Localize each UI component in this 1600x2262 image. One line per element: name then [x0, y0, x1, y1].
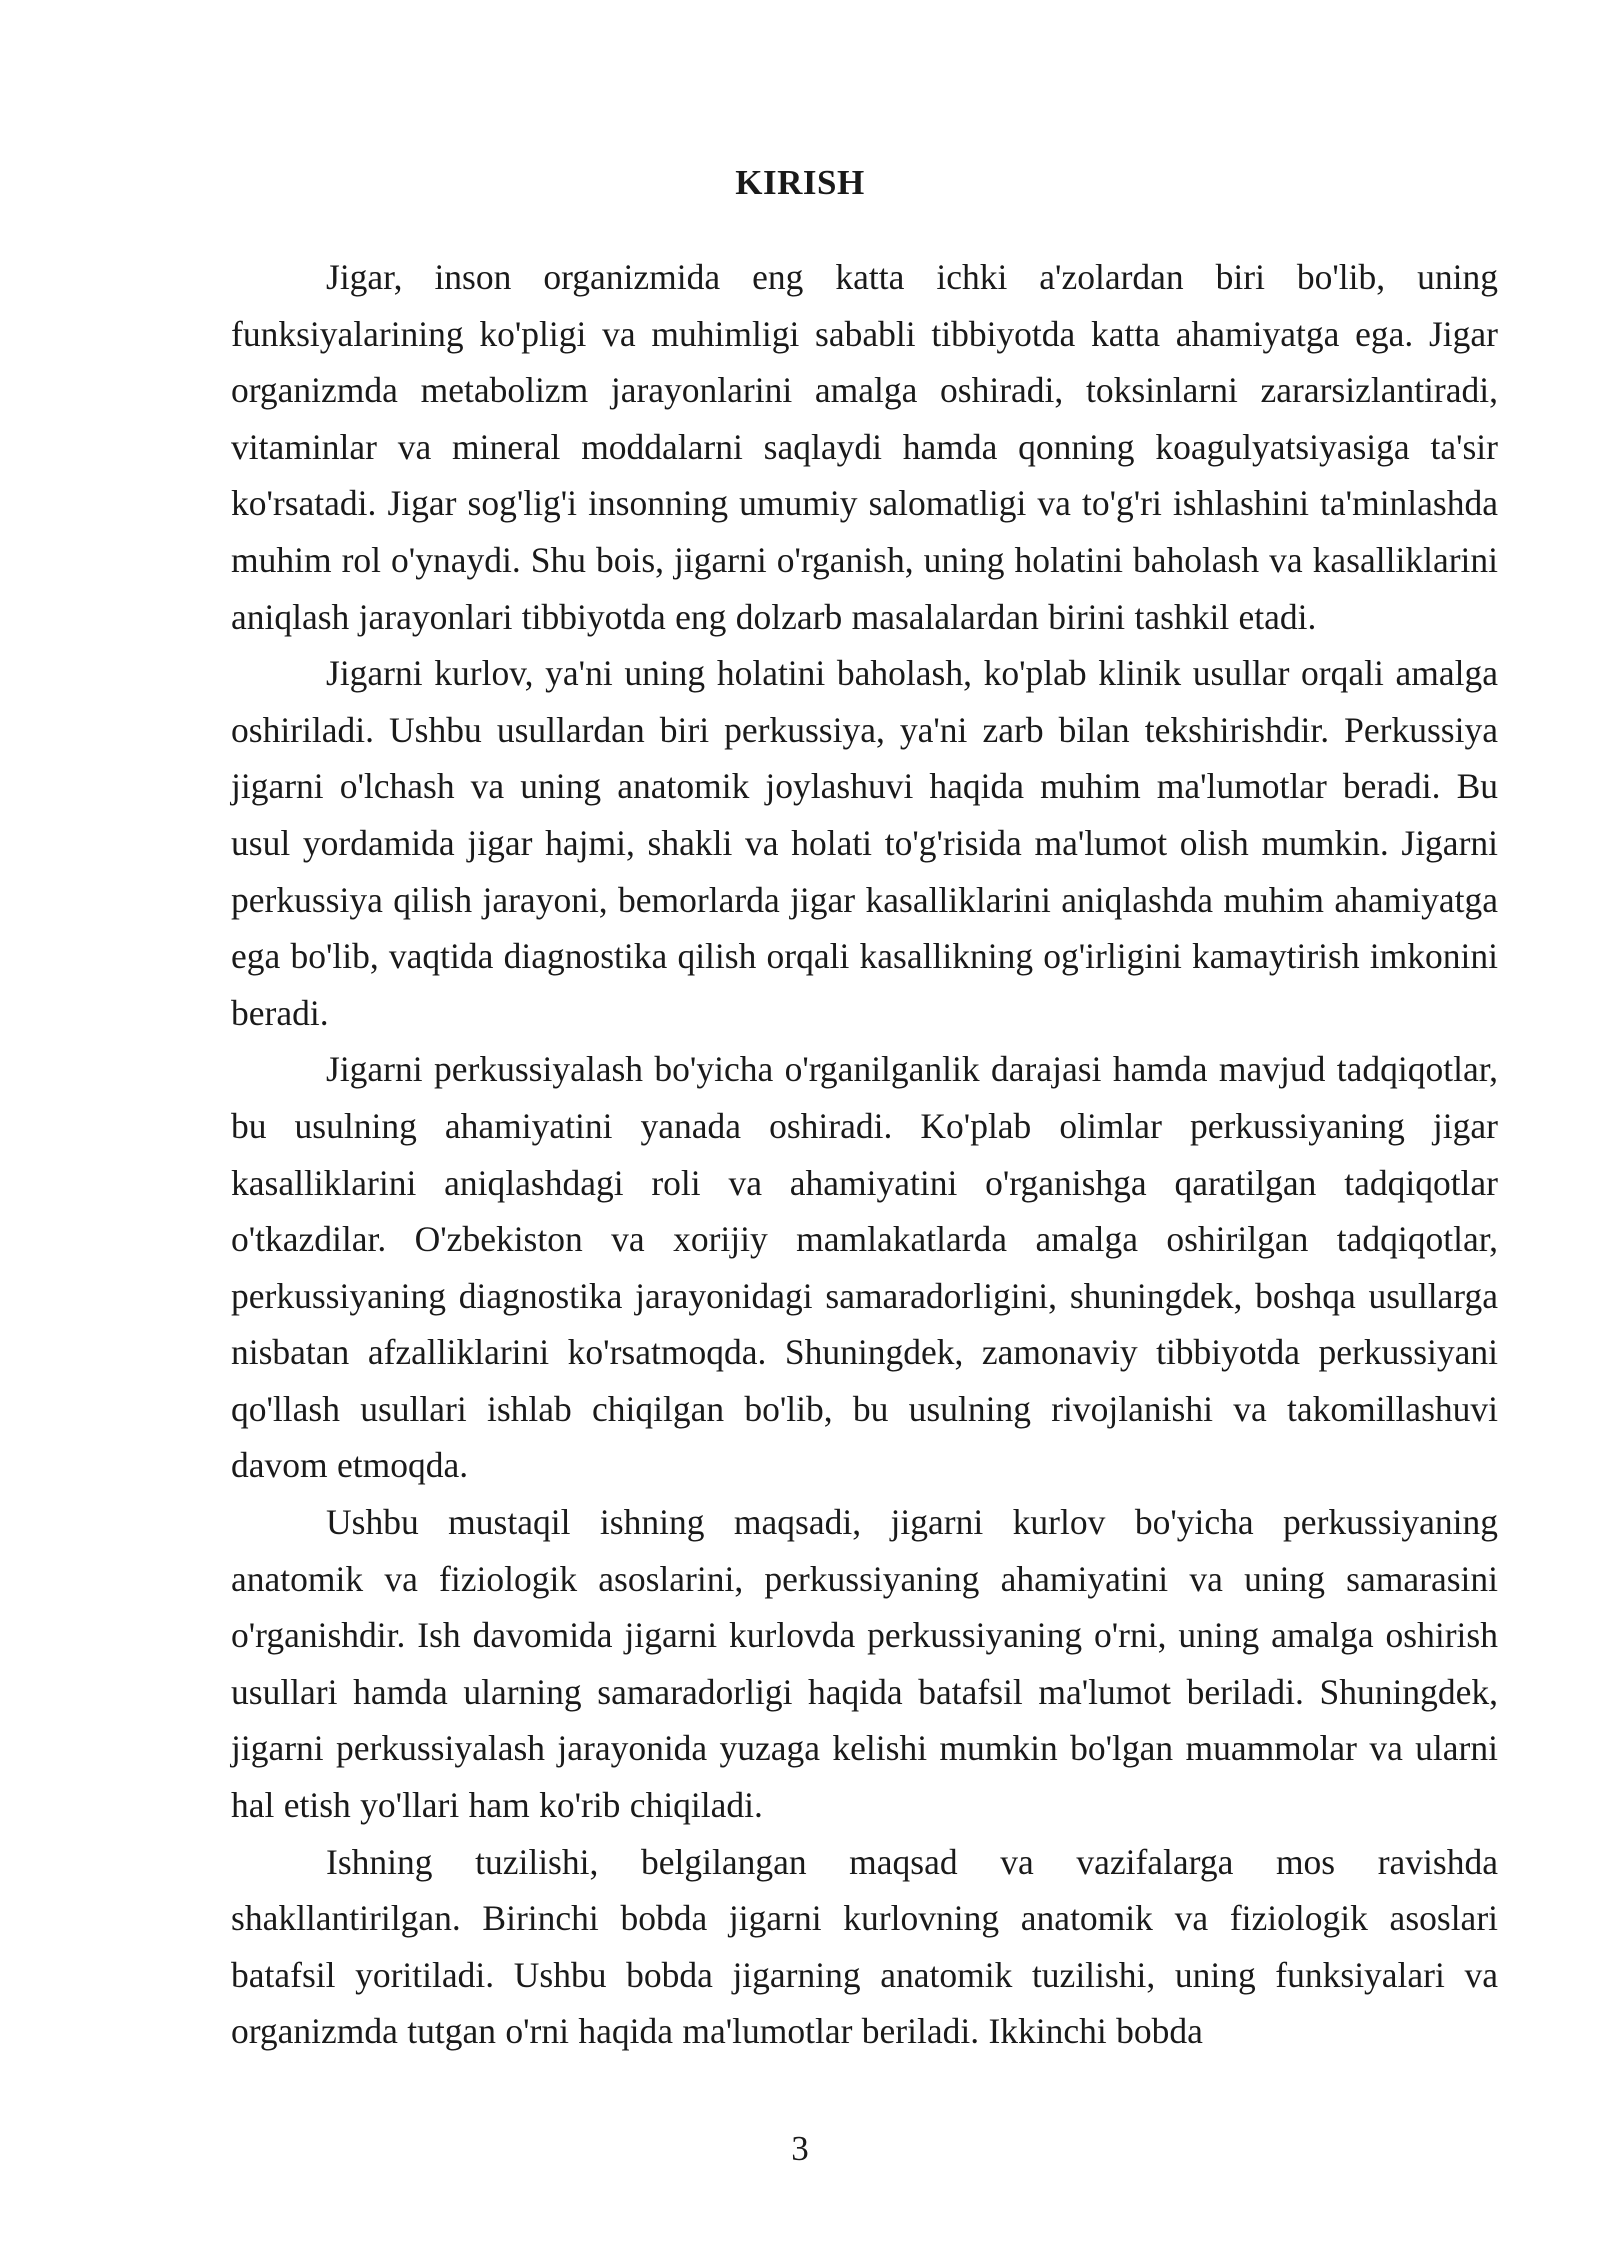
paragraph-3: Jigarni perkussiyalash bo'yicha o'rganilganlik darajasi hamda mavjud tadqiqotlar, bu usulning ahamiyatini yanada oshiradi. Ko'plab olimlar perkussiyaning jigar kasalliklarini aniqlashdagi roli va ahamiyatini o'rganishga qaratilgan tadqiqotlar o'tkazdilar. O'zbekiston va xorijiy mamlakatlarda amalga oshirilgan tadqiqotlar, perkussiyaning diagnostika jarayonidagi samaradorligini, shuningdek, boshqa usullarga nisbatan afzalliklarini ko'rsatmoqda. Shuningdek, zamonaviy tibbiyotda perkussiyani qo'llash usullari ishlab chiqilgan bo'lib, bu usulning rivojlanishi va takomillashuvi davom etmoqda.	[231, 1049, 1498, 1486]
paragraph-5: Ishning tuzilishi, belgilangan maqsad va vazifalarga mos ravishda shakllantirilgan. Birinchi bobda jigarni kurlovning anatomik va fiziologik asoslari batafsil yoritiladi. Ushbu bobda jigarning anatomik tuzilishi, uning funksiyalari va organizmda tutgan o'rni haqida ma'lumotlar beriladi. Ikkinchi bobda	[231, 1841, 1498, 2052]
page-number: 3	[791, 2129, 809, 2168]
paragraph-1: Jigar, inson organizmida eng katta ichki a'zolardan biri bo'lib, uning funksiyalarining ko'pligi va muhimligi sababli tibbiyotda katta ahamiyatga ega. Jigar organizmda metabolizm jarayonlarini amalga oshiradi, toksinlarni zararsizlantiradi, vitaminlar va mineral moddalarni saqlaydi hamda qonning koagulyatsiyasiga ta'sir ko'rsatadi. Jigar sog'lig'i insonning umumiy salomatligi va to'g'ri ishlashini ta'minlashda muhim rol o'ynaydi. Shu bois, jigarni o'rganish, uning holatini baholash va kasalliklarini aniqlash jarayonlari tibbiyotda eng dolzarb masalalardan birini tashkil etadi.	[231, 257, 1498, 637]
body-text	[231, 249, 1498, 2060]
paragraph-4: Ushbu mustaqil ishning maqsadi, jigarni kurlov bo'yicha perkussiyaning anatomik va fiziologik asoslarini, perkussiyaning ahamiyatini va uning samarasini o'rganishdir. Ish davomida jigarni kurlovda perkussiyaning o'rni, uning amalga oshirish usullari hamda ularning samaradorligi haqida batafsil ma'lumot beriladi. Shuningdek, jigarni perkussiyalash jarayonida yuzaga kelishi mumkin bo'lgan muammolar va ularni hal etish yo'llari ham ko'rib chiqiladi.	[231, 1502, 1498, 1826]
paragraph-2: Jigarni kurlov, ya'ni uning holatini baholash, ko'plab klinik usullar orqali amalga oshiriladi. Ushbu usullardan biri perkussiya, ya'ni zarb bilan tekshirishdir. Perkussiya jigarni o'lchash va uning anatomik joylashuvi haqida muhim ma'lumotlar beradi. Bu usul yordamida jigar hajmi, shakli va holati to'g'risida ma'lumot olish mumkin. Jigarni perkussiya qilish jarayoni, bemorlarda jigar kasalliklarini aniqlashda muhim ahamiyatga ega bo'lib, vaqtida diagnostika qilish orqali kasallikning og'irligini kamaytirish imkonini beradi.	[231, 653, 1498, 1033]
page-title: KIRISH	[735, 163, 865, 202]
